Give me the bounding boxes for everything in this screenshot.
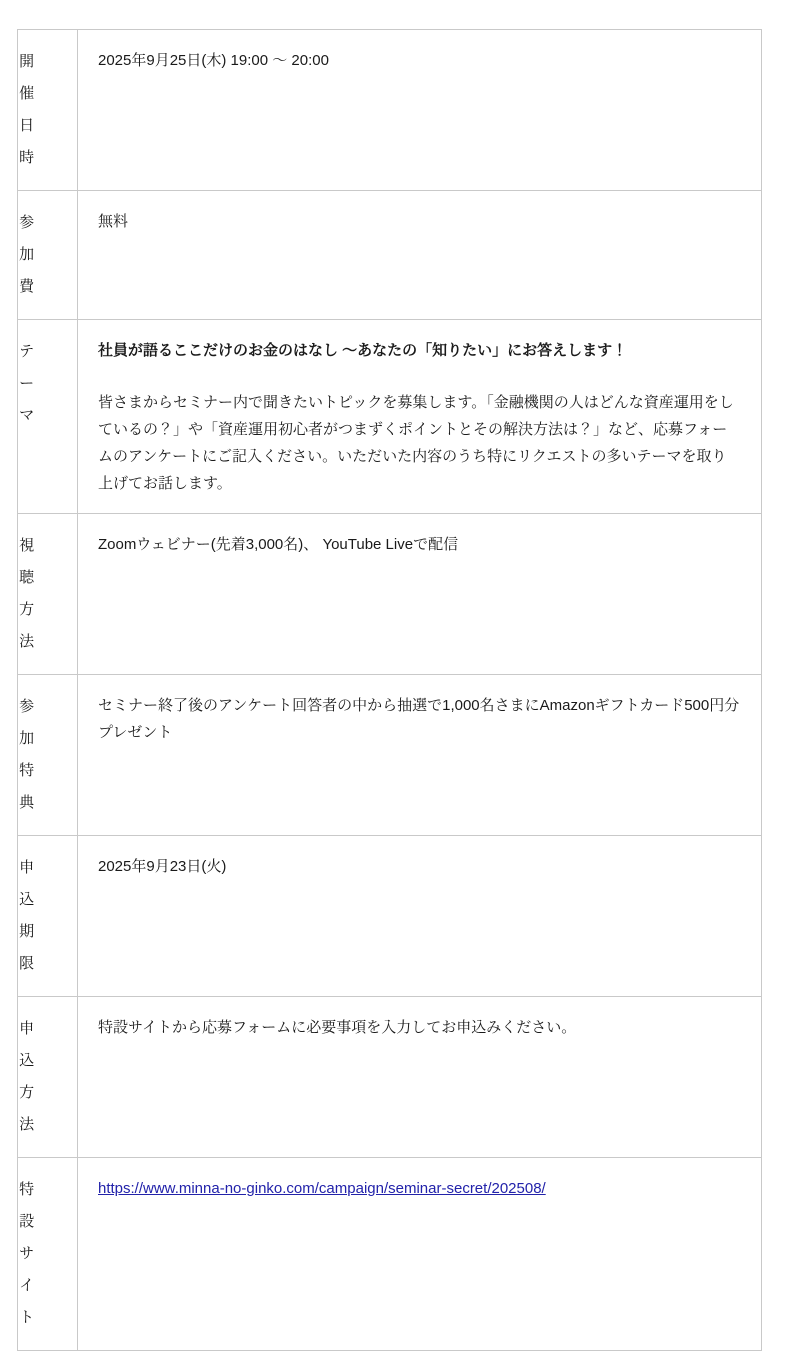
- row-content-benefit: [78, 675, 762, 836]
- datetime-text: 2025年9月25日(木) 19:00 〜 20:00: [98, 52, 329, 69]
- row-header-datetime: [18, 30, 78, 191]
- table-row-viewing-method: [18, 514, 762, 675]
- table-row-apply-method: [18, 997, 762, 1158]
- row-header-label: 視聴方法: [19, 537, 35, 650]
- row-header-viewing-method: [18, 514, 78, 675]
- special-site-link[interactable]: https://www.minna-no-ginko.com/campaign/seminar-secret/202508/: [98, 1180, 546, 1197]
- row-content-fee: [78, 191, 762, 320]
- row-header-label: 特設サイト: [19, 1181, 35, 1326]
- row-header-apply-method: [18, 997, 78, 1158]
- table-row-deadline: [18, 836, 762, 997]
- theme-body-text: 皆さまからセミナー内で聞きたいトピックを募集します。「金融機関の人はどんな資産運用をしているの？」や「資産運用初心者がつまずくポイントとその解決方法は？」など、応募フォームのアンケートにご記入ください。いただいた内容のうち特にリクエストの多いテーマを取り上げてお話します。: [98, 394, 734, 492]
- table-row-datetime: [18, 30, 762, 191]
- row-header-special-site: [18, 1158, 78, 1351]
- row-header-label: 申込期限: [19, 859, 35, 972]
- row-content-viewing-method: [78, 514, 762, 675]
- row-content-apply-method: [78, 997, 762, 1158]
- row-content-datetime: [78, 30, 762, 191]
- row-header-fee: [18, 191, 78, 320]
- theme-title-text: 社員が語るここだけのお金のはなし 〜あなたの「知りたい」にお答えします！: [98, 342, 628, 359]
- table-row-special-site: [18, 1158, 762, 1351]
- row-content-special-site: [78, 1158, 762, 1351]
- viewing-method-text: Zoomウェビナー(先着3,000名)、 YouTube Liveで配信: [98, 536, 459, 553]
- fee-text: 無料: [98, 213, 129, 230]
- row-header-theme: [18, 320, 78, 514]
- row-content-theme: [78, 320, 762, 514]
- table-row-theme: [18, 320, 762, 514]
- row-header-label: 申込方法: [19, 1020, 35, 1133]
- seminar-info-table: [17, 29, 762, 1351]
- row-header-label: テーマ: [19, 343, 35, 424]
- deadline-text: 2025年9月23日(火): [98, 858, 227, 875]
- row-header-benefit: [18, 675, 78, 836]
- row-content-deadline: [78, 836, 762, 997]
- row-header-deadline: [18, 836, 78, 997]
- row-header-label: 参加費: [19, 214, 35, 295]
- special-site-paragraph: [98, 1175, 741, 1202]
- row-header-label: 参加特典: [19, 698, 35, 811]
- apply-method-text: 特設サイトから応募フォームに必要事項を入力してお申込みください。: [98, 1019, 577, 1036]
- table-row-benefit: [18, 675, 762, 836]
- row-header-label: 開催日時: [19, 53, 35, 166]
- benefit-text: セミナー終了後のアンケート回答者の中から抽選で1,000名さまにAmazonギフトカード500円分プレゼント: [98, 697, 740, 741]
- table-row-fee: [18, 191, 762, 320]
